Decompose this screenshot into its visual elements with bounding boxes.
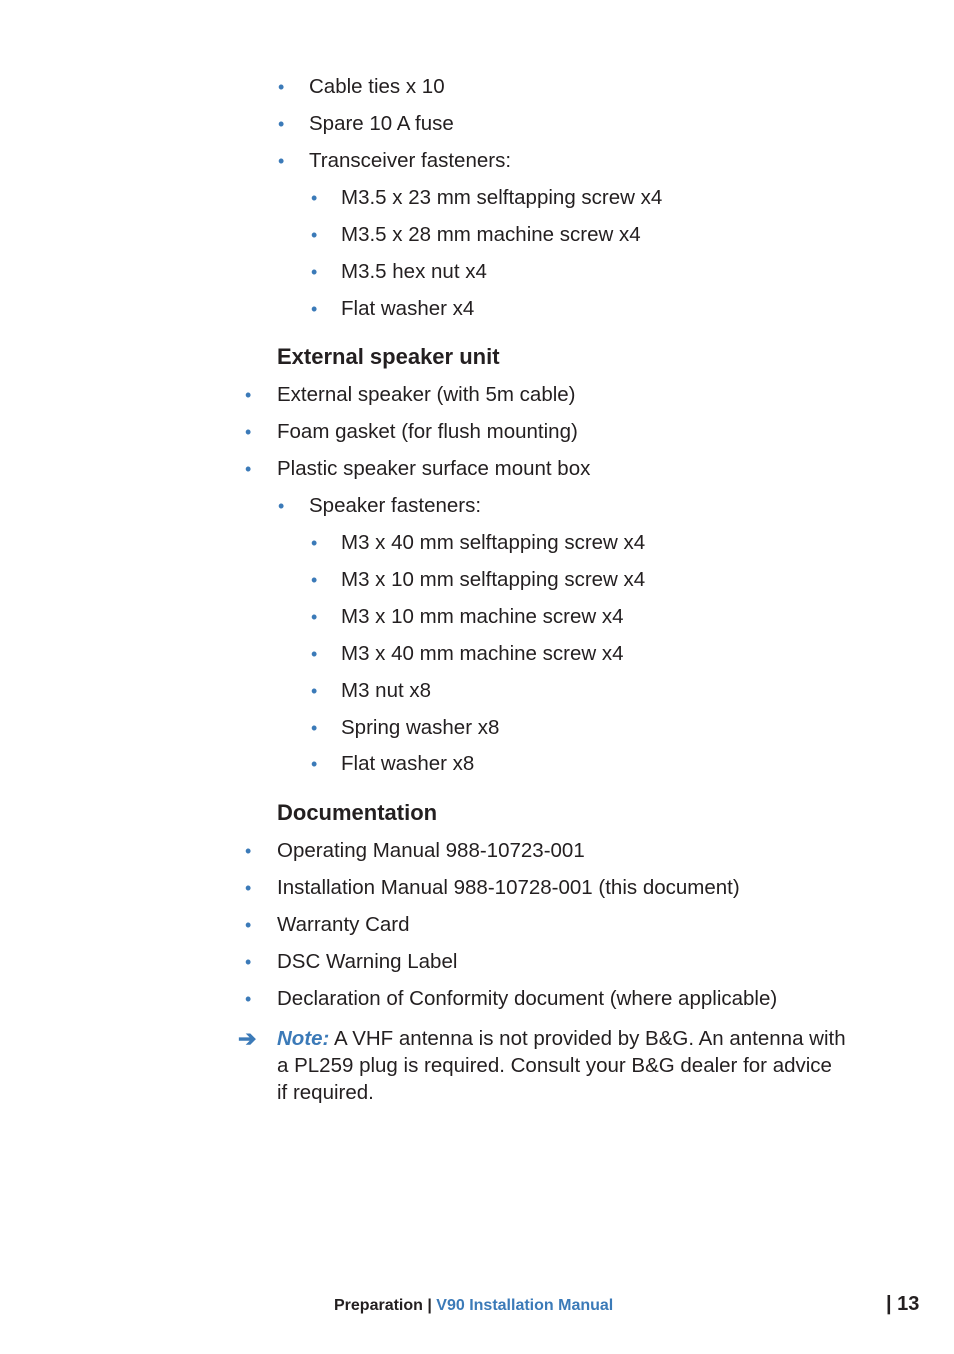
list-item: DSC Warning Label — [277, 950, 458, 973]
footer-separator: | — [422, 1297, 437, 1314]
list-item: M3 x 40 mm machine screw x4 — [341, 642, 624, 665]
bullet-icon: • — [245, 878, 252, 898]
bullet-icon: • — [311, 299, 318, 319]
arrow-right-icon: ➔ — [238, 1026, 257, 1051]
list-item: Speaker fasteners: — [309, 494, 482, 517]
list-item: Flat washer x8 — [341, 752, 475, 775]
footer-document-title: V90 Installation Manual — [436, 1297, 614, 1314]
bullet-icon: • — [311, 533, 318, 553]
list-item: M3 x 10 mm machine screw x4 — [341, 605, 624, 628]
bullet-icon: • — [278, 77, 285, 97]
bullet-icon: • — [311, 754, 318, 774]
list-item: Cable ties x 10 — [309, 75, 445, 98]
footer-section-title: Preparation — [334, 1297, 423, 1314]
list-item: Transceiver fasteners: — [309, 149, 512, 172]
bullet-icon: • — [245, 915, 252, 935]
list-item: M3.5 hex nut x4 — [341, 260, 487, 283]
bullet-icon: • — [245, 422, 252, 442]
bullet-icon: • — [245, 841, 252, 861]
bullet-icon: • — [311, 262, 318, 282]
list-item: Foam gasket (for flush mounting) — [277, 420, 578, 443]
page-number-prefix: | — [886, 1293, 898, 1315]
list-item: Operating Manual 988-10723-001 — [277, 839, 585, 862]
bullet-icon: • — [311, 681, 318, 701]
list-item: M3.5 x 23 mm selftapping screw x4 — [341, 186, 663, 209]
list-item: M3 x 10 mm selftapping screw x4 — [341, 568, 646, 591]
list-item: M3 x 40 mm selftapping screw x4 — [341, 531, 646, 554]
bullet-icon: • — [311, 644, 318, 664]
page-number-value: 13 — [897, 1293, 920, 1315]
bullet-icon: • — [278, 496, 285, 516]
bullet-icon: • — [278, 114, 285, 134]
note-label: Note: — [277, 1027, 330, 1050]
bullet-icon: • — [311, 225, 318, 245]
list-item: Plastic speaker surface mount box — [277, 457, 591, 480]
list-item: Installation Manual 988-10728-001 (this document) — [277, 876, 740, 899]
list-item: External speaker (with 5m cable) — [277, 383, 576, 406]
section-heading-speaker: External speaker unit — [277, 344, 500, 369]
bullet-icon: • — [311, 607, 318, 627]
bullet-icon: • — [245, 459, 252, 479]
note-block — [277, 1025, 847, 1106]
bullet-icon: • — [311, 718, 318, 738]
bullet-icon: • — [311, 570, 318, 590]
list-item: Declaration of Conformity document (where applicable) — [277, 987, 778, 1010]
bullet-icon: • — [245, 989, 252, 1009]
bullet-icon: • — [245, 952, 252, 972]
bullet-icon: • — [311, 188, 318, 208]
list-item: Spring washer x8 — [341, 716, 500, 739]
bullet-icon: • — [245, 385, 252, 405]
page-number — [886, 1292, 919, 1316]
list-item: Flat washer x4 — [341, 297, 475, 320]
list-item: M3.5 x 28 mm machine screw x4 — [341, 223, 641, 246]
list-item: Warranty Card — [277, 913, 410, 936]
list-item: Spare 10 A fuse — [309, 112, 454, 135]
section-heading-documentation: Documentation — [277, 800, 438, 825]
list-item: M3 nut x8 — [341, 679, 432, 702]
note-text: A VHF antenna is not provided by B&G. An antenna with a PL259 plug is required. Consult your B&G dealer for advice if required. — [277, 1027, 846, 1104]
page-footer — [334, 1296, 613, 1316]
bullet-icon: • — [278, 151, 285, 171]
